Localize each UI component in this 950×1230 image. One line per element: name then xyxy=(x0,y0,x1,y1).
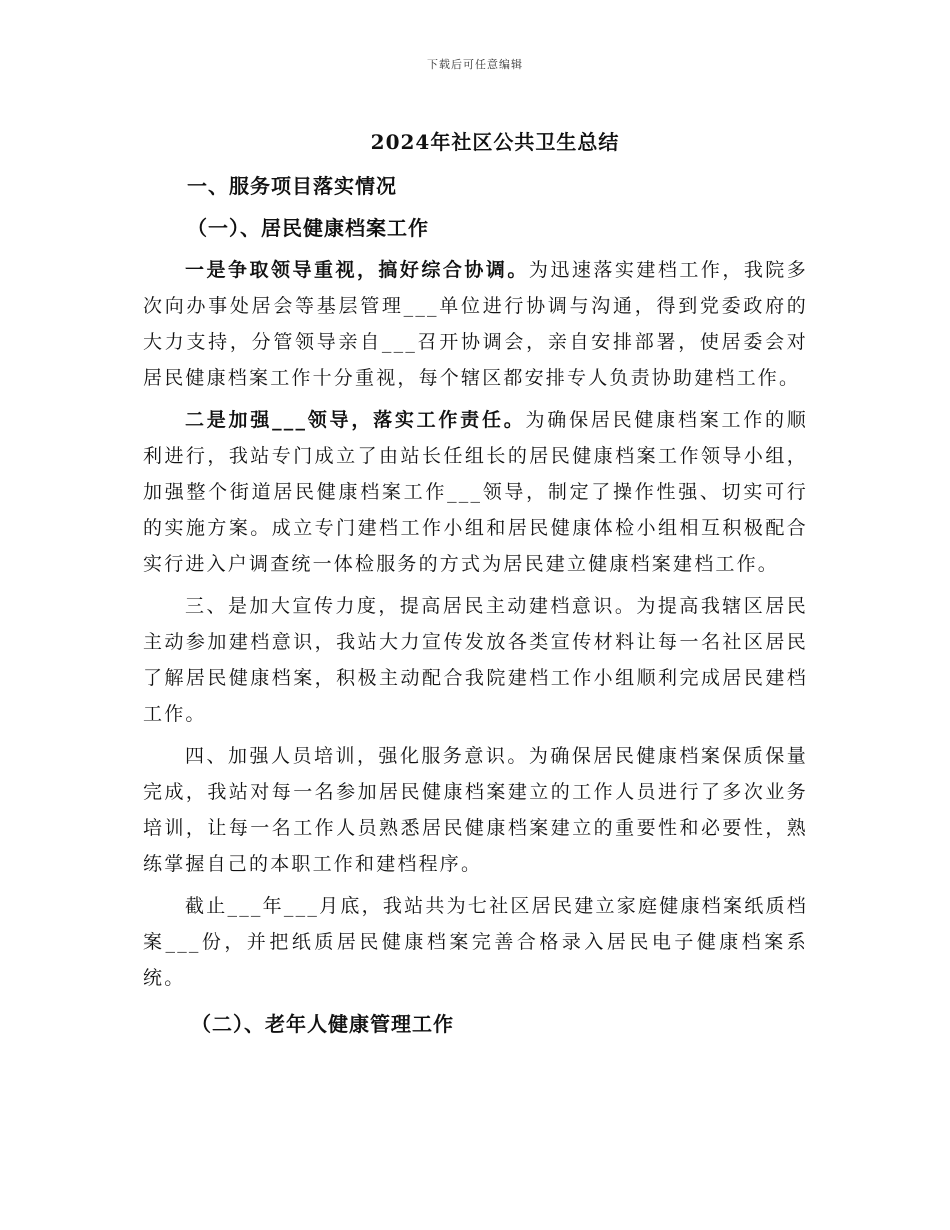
document-title: 2024年社区公共卫生总结 xyxy=(370,130,620,154)
section-heading: 一、服务项目落实情况 xyxy=(187,174,397,198)
header-note: 下载后可任意编辑 xyxy=(427,58,523,71)
paragraph-1 xyxy=(143,252,808,396)
paragraph-5: 截止___年___月底，我站共为七社区居民建立家庭健康档案纸质档案___份，并把纸质居民健康档案完善合格录入居民电子健康档案系统。 xyxy=(143,895,808,989)
subsection-heading-elderly-care: （二）、老年人健康管理工作 xyxy=(191,1012,454,1036)
paragraph-1-lead: 一是争取领导重视，搞好综合协调。 xyxy=(185,259,529,281)
paragraph-4: 四、加强人员培训，强化服务意识。为确保居民健康档案保质保量完成，我站对每一名参加居民健康档案建立的工作人员进行了多次业务培训，让每一名工作人员熟悉居民健康档案建立的重要性和必要性，熟练掌握自己的本职工作和建档程序。 xyxy=(143,745,808,875)
subsection-heading-health-records: （一）、居民健康档案工作 xyxy=(187,216,429,240)
paragraph-2-body: 为确保居民健康档案工作的顺利进行，我站专门成立了由站长任组长的居民健康档案工作领导小组，加强整个街道居民健康档案工作___领导，制定了操作性强、切实可行的实施方案。成立专门建档工作小组和居民健康体检小组相互积极配合实行进入户调查统一体检服务的方式为居民建立健康档案建档工作。 xyxy=(143,409,808,575)
paragraph-3: 三、是加大宣传力度，提高居民主动建档意识。为提高我辖区居民主动参加建档意识，我站大力宣传发放各类宣传材料让每一名社区居民了解居民健康档案，积极主动配合我院建档工作小组顺利完成居民建档工作。 xyxy=(143,595,808,725)
paragraph-1-body: 为迅速落实建档工作，我院多次向办事处居会等基层管理___单位进行协调与沟通，得到党委政府的大力支持，分管领导亲自___召开协调会，亲自安排部署，使居委会对居民健康档案工作十分重视，每个辖区都安排专人负责协助建档工作。 xyxy=(143,259,809,389)
paragraph-2 xyxy=(143,402,808,582)
paragraph-2-lead: 二是加强___领导，落实工作责任。 xyxy=(185,409,526,431)
document-body xyxy=(143,168,808,1042)
